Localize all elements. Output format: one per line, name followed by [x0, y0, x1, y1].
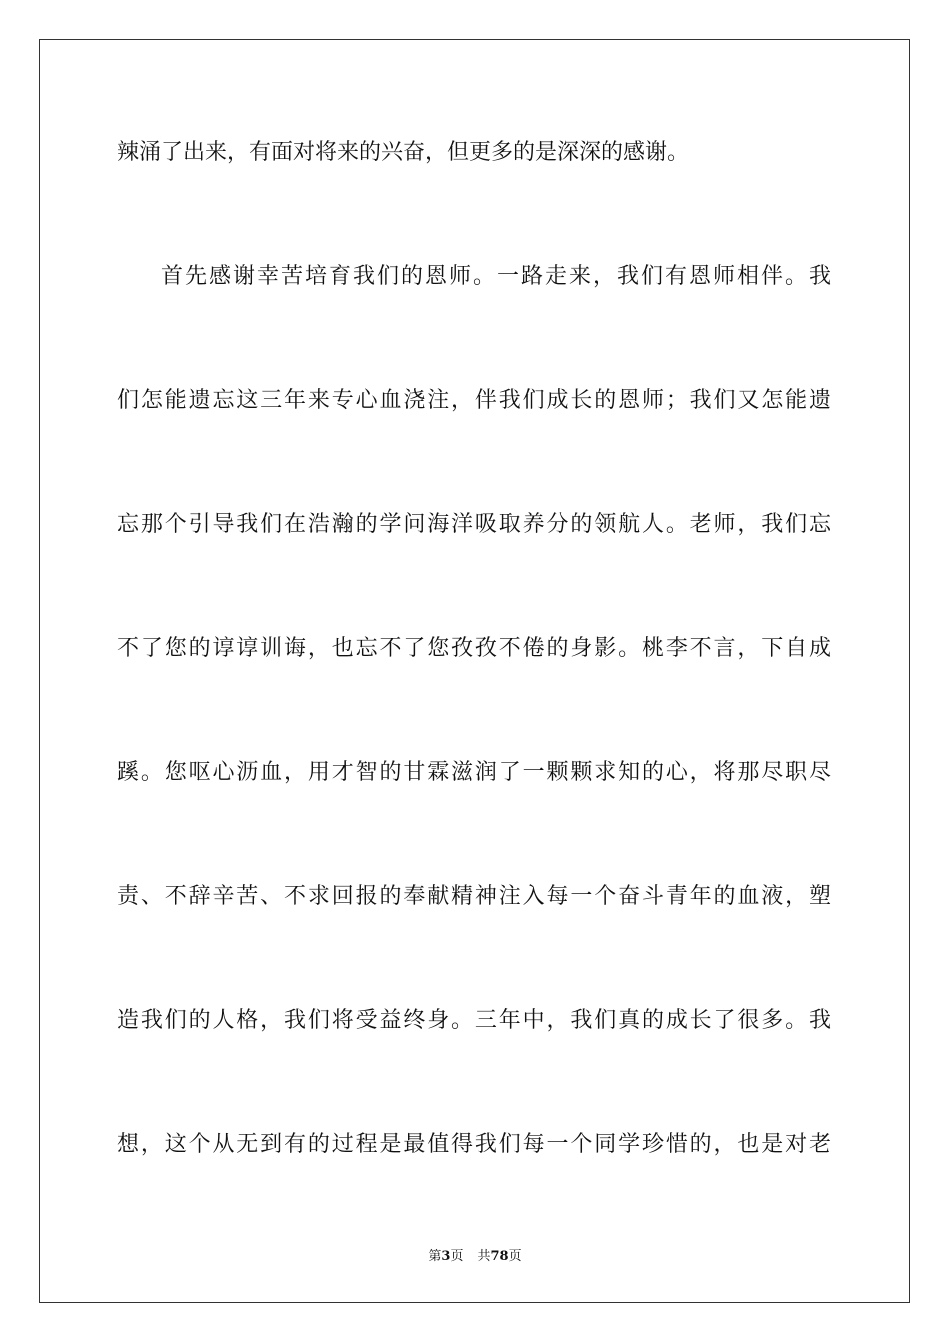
text-line-6: 蹊。您呕心沥血，用才智的甘霖滋润了一颗颗求知的心，将那尽职尽	[117, 760, 831, 785]
page-border	[39, 39, 910, 1303]
text-line-2-paragraph-start: 首先感谢幸苦培育我们的恩师。一路走来，我们有恩师相伴。我	[161, 264, 831, 289]
text-line-1: 辣涌了出来，有面对将来的兴奋，但更多的是深深的感谢。	[117, 140, 690, 165]
text-line-8: 造我们的人格，我们将受益终身。三年中，我们真的成长了很多。我	[117, 1008, 831, 1033]
page-suffix: 页	[450, 1249, 464, 1264]
total-pages: 78	[490, 1249, 509, 1264]
page-prefix: 第	[428, 1249, 442, 1264]
total-suffix: 页	[508, 1249, 522, 1264]
text-line-5: 不了您的谆谆训诲，也忘不了您孜孜不倦的身影。桃李不言，下自成	[117, 636, 831, 661]
text-line-7: 责、不辞辛苦、不求回报的奉献精神注入每一个奋斗青年的血液，塑	[117, 884, 831, 909]
total-prefix: 共	[477, 1249, 491, 1264]
text-line-3: 们怎能遗忘这三年来专心血浇注，伴我们成长的恩师；我们又怎能遗	[117, 388, 831, 413]
page-number: 3	[441, 1249, 451, 1264]
text-line-4: 忘那个引导我们在浩瀚的学问海洋吸取养分的领航人。老师，我们忘	[117, 512, 831, 537]
page-footer	[0, 1248, 950, 1266]
text-line-9: 想，这个从无到有的过程是最值得我们每一个同学珍惜的，也是对老	[117, 1132, 831, 1157]
